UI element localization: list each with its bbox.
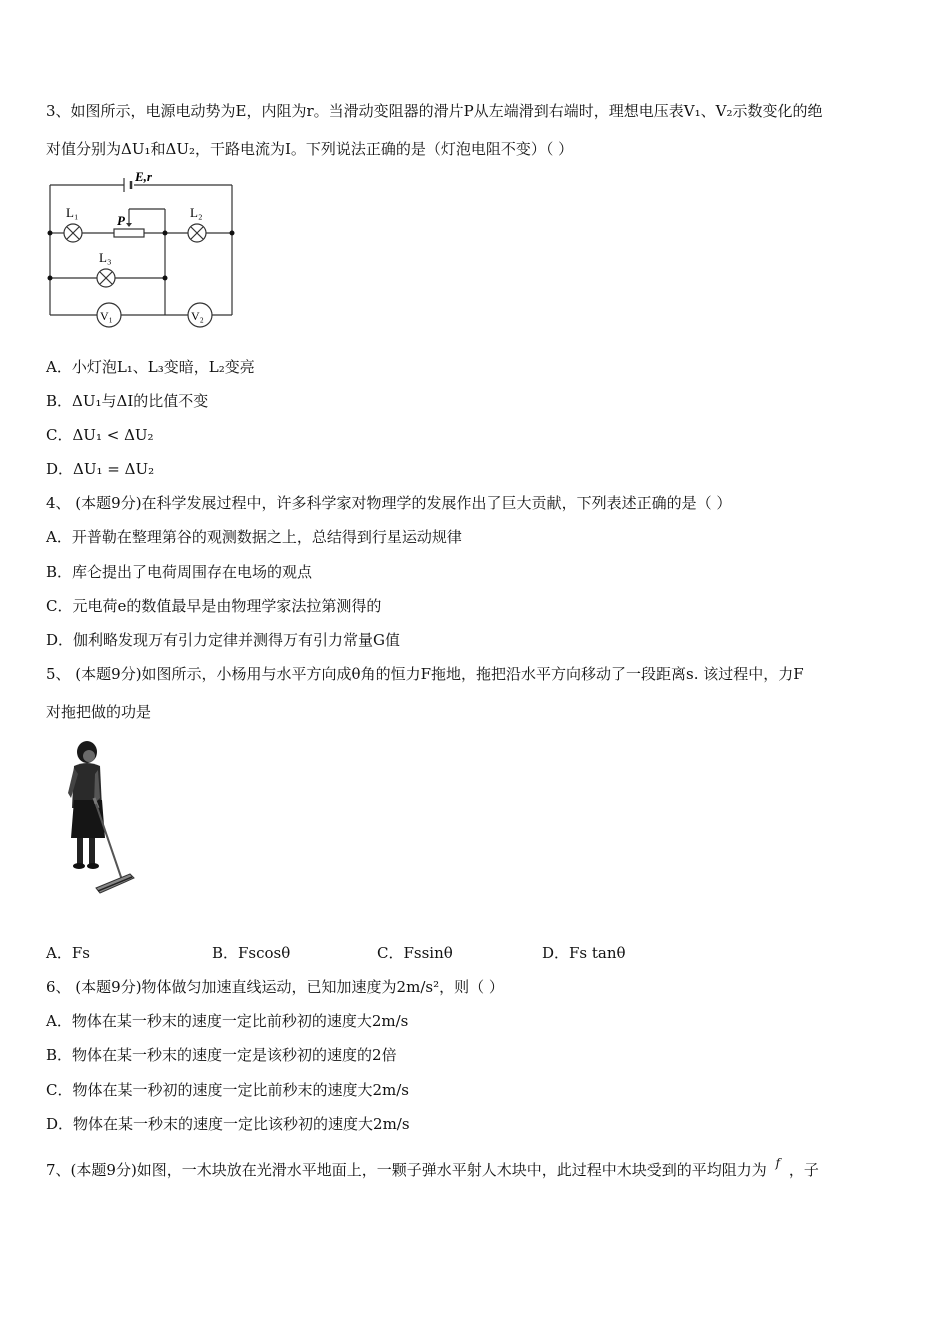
q5-option-a: A．Fs xyxy=(46,944,90,962)
label-p: P xyxy=(117,213,125,228)
q3-option-c: C．ΔU₁ < ΔU₂ xyxy=(46,426,154,444)
q5-stem-line2: 对拖把做的功是 xyxy=(46,703,152,721)
q7-stem-tail: ，子 xyxy=(788,1161,819,1179)
q5-option-d: D．Fs tanθ xyxy=(542,944,626,962)
q6-option-d: D．物体在某一秒末的速度一定比该秒初的速度大2m/s xyxy=(46,1115,410,1133)
q3-option-a: A．小灯泡L₁、L₃变暗，L₂变亮 xyxy=(46,358,255,376)
label-l3: L₃ xyxy=(99,250,112,265)
q6-option-a: A．物体在某一秒末的速度一定比前秒初的速度大2m/s xyxy=(46,1012,409,1030)
q3-stem-line1: 3、如图所示，电源电动势为E，内阻为r。当滑动变阻器的滑片P从左端滑到右端时，理想电压表V₁、V₂示数变化的绝 xyxy=(46,102,823,120)
q7-stem xyxy=(46,1156,819,1181)
q7-symbol-f: f xyxy=(775,1156,781,1170)
rheostat xyxy=(114,229,144,237)
q4-option-a: A．开普勒在整理第谷的观测数据之上，总结得到行星运动规律 xyxy=(46,528,462,546)
label-source: E,r xyxy=(135,169,152,184)
label-l1: L₁ xyxy=(66,205,79,220)
q5-option-c: C．Fssinθ xyxy=(377,944,453,962)
q3-stem-line2: 对值分别为ΔU₁和ΔU₂，干路电流为I。下列说法正确的是（灯泡电阻不变）（ ） xyxy=(46,140,574,158)
lamp-l2-icon xyxy=(188,224,206,242)
q3-option-b: B．ΔU₁与ΔI的比值不变 xyxy=(46,392,209,410)
q5-option-b: B．Fscosθ xyxy=(212,944,291,962)
lamp-l3-icon xyxy=(97,269,115,287)
q5-stem-line1: 5、 (本题9分)如图所示，小杨用与水平方向成θ角的恒力F拖地，拖把沿水平方向移动了一段距离s. 该过程中，力F xyxy=(46,665,804,683)
q4-option-b: B．库仑提出了电荷周围存在电场的观点 xyxy=(46,563,313,581)
q3-option-d: D．ΔU₁ = ΔU₂ xyxy=(46,460,155,478)
q6-option-b: B．物体在某一秒末的速度一定是该秒初的速度的2倍 xyxy=(46,1046,397,1064)
q6-stem: 6、 (本题9分)物体做匀加速直线运动，已知加速度为2m/s²，则（ ） xyxy=(46,978,504,996)
q6-option-c: C．物体在某一秒初的速度一定比前秒末的速度大2m/s xyxy=(46,1081,409,1099)
label-v1: V₁ xyxy=(100,309,113,323)
label-l2: L₂ xyxy=(190,205,203,220)
q4-stem: 4、 (本题9分)在科学发展过程中，许多科学家对物理学的发展作出了巨大贡献，下列表述正确的是（ ） xyxy=(46,494,732,512)
q5-options xyxy=(46,943,626,963)
mopping-person-figure xyxy=(60,738,140,900)
lamp-l1-icon xyxy=(64,224,82,242)
label-v2: V₂ xyxy=(191,309,204,323)
q4-option-d: D．伽利略发现万有引力定律并测得万有引力常量G值 xyxy=(46,631,401,649)
q7-stem-text: 7、(本题9分)如图，一木块放在光滑水平地面上，一颗子弹水平射人木块中，此过程中木块受到的平均阻力为 xyxy=(46,1161,767,1179)
q4-option-c: C．元电荷e的数值最早是由物理学家法拉第测得的 xyxy=(46,597,382,615)
q3-circuit-diagram xyxy=(40,168,240,330)
